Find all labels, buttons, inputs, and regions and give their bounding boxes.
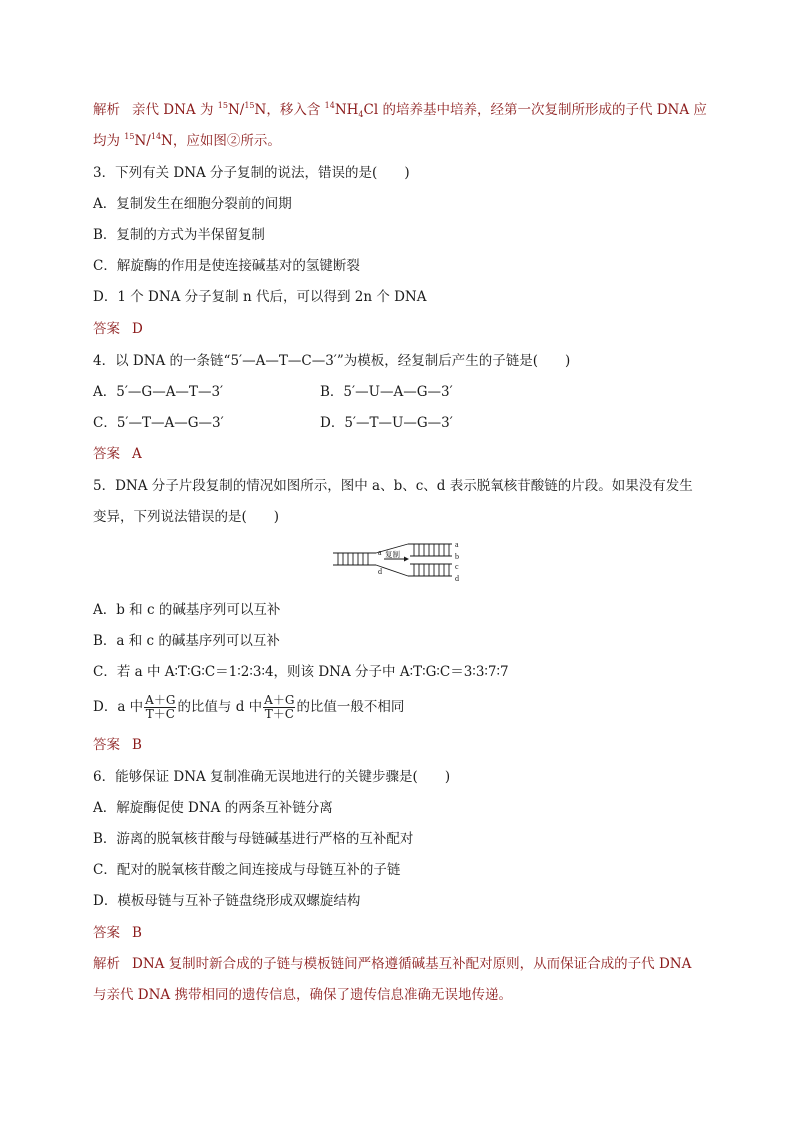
q3-stem: 3．下列有关 DNA 分子复制的说法，错误的是( ) (93, 165, 410, 181)
q6-answer (93, 924, 142, 942)
fig-label-right-c: c (455, 562, 459, 571)
fig-arrow-label: 复制 (385, 550, 400, 559)
answer-label: 答案 (93, 321, 120, 337)
top-base-pairs (414, 544, 449, 556)
analysis-1-line-2: 均为 $^{15}$N/$^{14}$N，应如图②所示。 (93, 132, 281, 149)
q6-stem: 6．能够保证 DNA 复制准确无误地进行的关键步骤是( ) (93, 769, 451, 785)
q4-option-d: D．5′—T—U—G—3′ (320, 415, 453, 431)
answer-label: 答案 (93, 737, 120, 753)
q4-answer (93, 445, 142, 463)
ratio-fraction: $\frac{A+G}{T+C}$ (145, 693, 176, 721)
q4-options-row-2 (93, 414, 453, 432)
analysis-1-line-1: 解析 亲代 DNA 为 $^{15}$N/$^{15}$N，移入含 $^{14}NH_4Cl$ 的培养基中培养，经第一次复制所形成的子代 DNA 应 (93, 101, 707, 119)
analysis-2-line-1: 解析 DNA 复制时新合成的子链与模板链间严格遵循碱基互补配对原则，从而保证合成的子代 DNA (93, 956, 692, 972)
fig-label-left-d: d (378, 567, 382, 576)
q4-option-c: C．5′—T—A—G—3′ (93, 415, 224, 431)
answer-label: 答案 (93, 446, 120, 462)
q6-option-c: C．配对的脱氧核苷酸之间连接成与母链互补的子链 (93, 862, 401, 878)
answer-value: B (132, 737, 142, 753)
q4-option-b: B．5′—U—A—G—3′ (320, 384, 453, 400)
analysis-label: 解析 (93, 956, 120, 972)
q3-option-d: D．1 个 DNA 分子复制 n 代后，可以得到 2n 个 DNA (93, 289, 427, 305)
parent-base-pairs (338, 553, 368, 565)
answer-value: A (132, 446, 142, 462)
q5-option-a: A．b 和 c 的碱基序列可以互补 (93, 602, 281, 618)
q5-stem-line-2: 变异，下列说法错误的是( ) (93, 509, 280, 525)
bottom-base-pairs (414, 564, 449, 576)
dna-replication-figure (330, 540, 465, 588)
answer-value: D (132, 321, 143, 337)
q6-option-a: A．解旋酶促使 DNA 的两条互补链分离 (93, 800, 333, 816)
q3-option-b: B．复制的方式为半保留复制 (93, 227, 265, 243)
answer-label: 答案 (93, 925, 120, 941)
q4-options-row-1 (93, 383, 453, 401)
analysis-2-line-2: 与亲代 DNA 携带相同的遗传信息，确保了遗传信息准确无误地传递。 (93, 987, 512, 1003)
q4-option-a: A．5′—G—A—T—3′ (93, 384, 224, 400)
ratio-fraction: $\frac{A+G}{T+C}$ (264, 693, 295, 721)
q3-answer (93, 320, 143, 338)
q4-stem: 4．以 DNA 的一条链“5′—A—T—C—3′”为模板，经复制后产生的子链是( ) (93, 353, 571, 369)
q3-option-a: A．复制发生在细胞分裂前的间期 (93, 196, 292, 212)
q5-option-d: D．a 中 $\frac{A+G}{T+C}$ 的比值与 d 中 $\frac{A+G}{T+C}$ 的比值一般不相同 (93, 693, 405, 721)
q5-stem-line-1: 5．DNA 分子片段复制的情况如图所示，图中 a、b、c、d 表示脱氧核苷酸链的片段。如果没有发生 (93, 478, 693, 494)
q5-option-b: B．a 和 c 的碱基序列可以互补 (93, 633, 280, 649)
q3-option-c: C．解旋酶的作用是使连接碱基对的氢键断裂 (93, 258, 360, 274)
fig-label-right-d: d (455, 574, 459, 583)
fig-label-right-b: b (455, 552, 459, 561)
q5-option-c: C．若 a 中 A∶T∶G∶C＝1∶2∶3∶4，则该 DNA 分子中 A∶T∶G∶C＝3∶3∶7∶7 (93, 664, 509, 680)
fig-label-left-a: a (378, 548, 382, 557)
q6-option-b: B．游离的脱氧核苷酸与母链碱基进行严格的互补配对 (93, 831, 414, 847)
answer-value: B (132, 925, 142, 941)
q5-answer (93, 736, 142, 754)
analysis-label: 解析 (93, 102, 120, 118)
q6-option-d: D．模板母链与互补子链盘绕形成双螺旋结构 (93, 893, 361, 909)
fig-label-right-a: a (455, 540, 459, 549)
